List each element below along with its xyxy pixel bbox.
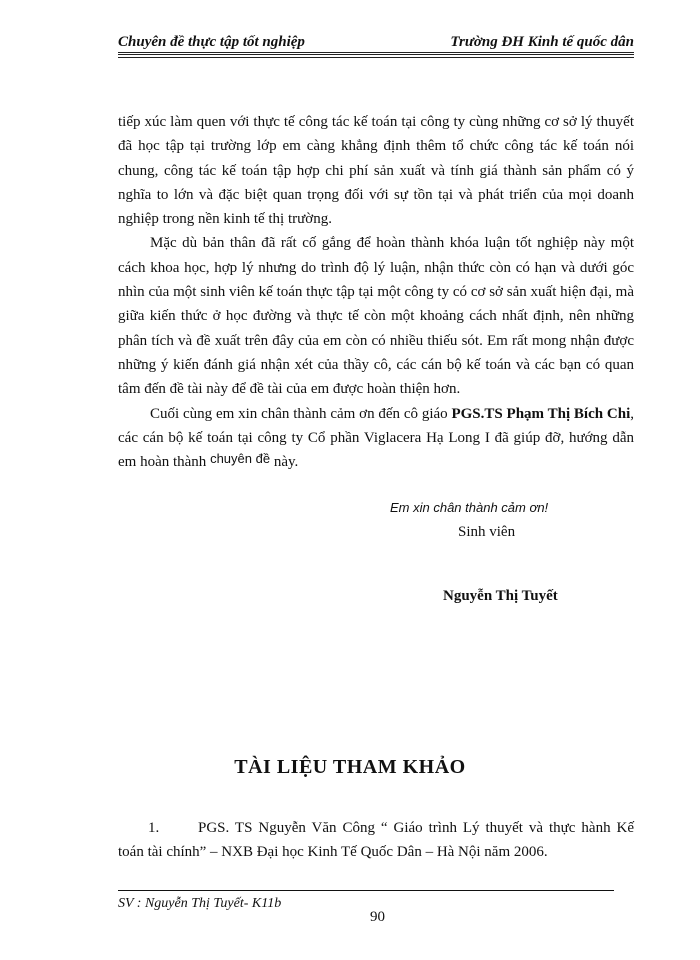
header-right-title: Trường ĐH Kinh tế quốc dân [450, 34, 634, 50]
footer-student: SV : Nguyễn Thị Tuyết- K11b [118, 896, 282, 911]
references-title: TÀI LIỆU THAM KHẢO [234, 756, 466, 778]
signer-name: Nguyễn Thị Tuyết [443, 588, 558, 604]
paragraph-3-mid: , các cán bộ kế toán tại công ty Cổ phần Viglacera Hạ Long I đã giúp đỡ, hướng dẫn em hoàn thành [118, 405, 634, 471]
reference-item [118, 816, 634, 864]
paragraph-2: Mặc dù bản thân đã rất cố gắng để hoàn thành khóa luận tốt nghiệp này một cách khoa học, hợp lý nhưng do trình độ lý luận, nhận thức còn có hạn và dưới góc nhìn của một sinh viên kế toán thực tập tại một công ty có cơ sở sản xuất hiện đại, mà giữa kiến thức ở học đường và thực tế còn một khoảng cách nhất định, nên những phân tích và đề xuất trên đây của em còn có nhiều thiếu sót. Em rất mong nhận được những ý kiến đánh giá nhận xét của thầy cô, các cán bộ kế toán và các bạn có quan tâm đến đề tài này để đề tài của em được hoàn thiện hơn. [118, 235, 634, 398]
paragraph-3-small: chuyên đề [210, 451, 271, 467]
body-text [118, 110, 634, 474]
advisor-name: PGS.TS Phạm Thị Bích Chi [451, 405, 631, 422]
closing-role: Sinh viên [458, 524, 516, 540]
header-rule [118, 52, 634, 58]
header-left-title: Chuyên đề thực tập tốt nghiệp [118, 34, 305, 50]
page-header [118, 28, 634, 54]
paragraph-3-start: Cuối cùng em xin chân thành cảm ơn đến cô giáo [150, 405, 452, 422]
footer-rule [118, 890, 614, 891]
paragraph-3-end: này. [270, 454, 299, 471]
reference-number: 1. [148, 820, 160, 836]
closing-thanks: Em xin chân thành cảm ơn! [390, 500, 549, 515]
paragraph-3 [118, 402, 634, 475]
reference-text: PGS. TS Nguyễn Văn Công “ Giáo trình Lý thuyết và thực hành Kế toán tài chính” – NXB Đại học Kinh Tế Quốc Dân – Hà Nội năm 2006. [118, 820, 634, 860]
paragraph-1: tiếp xúc làm quen với thực tế công tác kế toán tại công ty cùng những cơ sở lý thuyết đã học tập tại trường lớp em càng khẳng định thêm tổ chức công tác kế toán nói chung, công tác kế toán tập hợp chi phí sản xuất và tính giá thành sản phẩm có ý nghĩa to lớn và đặc biệt quan trọng đối với sự tồn tại và phát triển của mọi doanh nghiệp trong nền kinh tế thị trường. [118, 114, 634, 228]
page-number: 90 [370, 909, 385, 925]
